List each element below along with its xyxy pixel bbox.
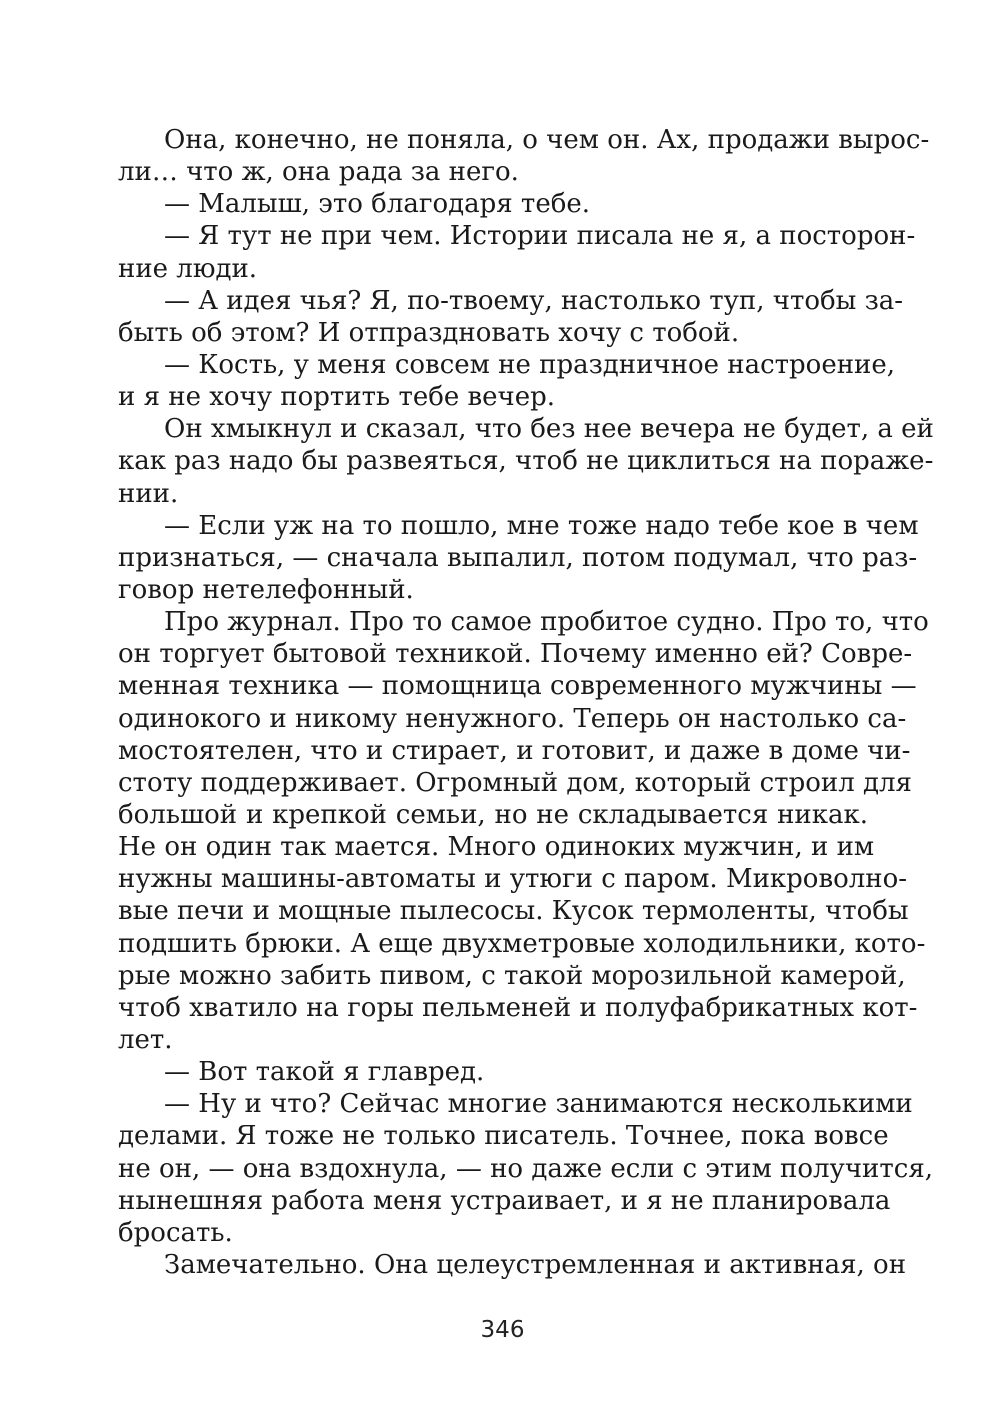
text-line: рые можно забить пивом, с такой морозильной камерой,	[118, 960, 906, 991]
text-line: менная техника — помощница современного мужчины —	[118, 671, 917, 702]
text-line: нынешняя работа меня устраивает, и я не планировала	[118, 1185, 891, 1216]
text-line: Она, конечно, не поняла, о чем он. Ах, продажи вырос-	[164, 125, 930, 155]
text-line: вые печи и мощные пылесосы. Кусок термоленты, чтобы	[118, 896, 909, 927]
text-line: Не он один так мается. Много одиноких мужчин, и им	[118, 832, 875, 863]
text-line: — Если уж на то пошло, мне тоже надо тебе кое в чем	[164, 510, 919, 541]
page-number: 346	[480, 1317, 525, 1343]
text-line: стоту поддерживает. Огромный дом, который строил для	[118, 767, 912, 798]
text-line: — Малыш, это благодаря тебе.	[164, 189, 591, 220]
text-line: — Кость, у меня совсем не праздничное настроение,	[164, 349, 896, 380]
text-line: — Вот такой я главред.	[164, 1057, 485, 1088]
text-line: признаться, — сначала выпалил, потом подумал, что раз-	[118, 542, 918, 573]
text-line: нии.	[118, 478, 179, 509]
text-line: он торгует бытовой техникой. Почему именно ей? Совре-	[118, 639, 913, 670]
text-line: подшить брюки. А еще двухметровые холодильники, кото-	[118, 928, 926, 959]
text-line: ли… что ж, она рада за него.	[118, 157, 519, 188]
text-line: лет.	[118, 1024, 173, 1055]
text-line: быть об этом? И отпраздновать хочу с тобой.	[118, 317, 740, 348]
text-line: как раз надо бы развеяться, чтоб не циклиться на пораже-	[118, 446, 934, 477]
text-line: большой и крепкой семьи, но не складывается никак.	[118, 799, 868, 830]
text-line: делами. Я тоже не только писатель. Точнее, пока вовсе	[118, 1121, 889, 1152]
text-line: и я не хочу портить тебе вечер.	[118, 382, 556, 413]
text-line: чтоб хватило на горы пельменей и полуфабрикатных кот-	[118, 992, 918, 1023]
text-line: говор нетелефонный.	[118, 574, 414, 605]
text-line: Он хмыкнул и сказал, что без нее вечера не будет, а ей	[164, 414, 934, 445]
text-line: нужны машины-автоматы и утюги с паром. Микроволно-	[118, 864, 908, 895]
text-line: — Ну и что? Сейчас многие занимаются несколькими	[164, 1089, 913, 1120]
text-line: — Я тут не при чем. Истории писала не я, а посторон-	[164, 221, 916, 252]
text-line: бросать.	[118, 1217, 233, 1248]
body-text	[118, 124, 934, 1281]
text-line: не он, — она вздохнула, — но даже если с этим получится,	[118, 1153, 933, 1184]
text-line: ние люди.	[118, 253, 258, 284]
text-line: мостоятелен, что и стирает, и готовит, и даже в доме чи-	[118, 735, 911, 766]
text-line: Про журнал. Про то самое пробитое судно. Про то, что	[164, 607, 929, 638]
text-line: одинокого и никому ненужного. Теперь он настолько са-	[118, 703, 907, 734]
text-line: — А идея чья? Я, по-твоему, настолько туп, чтобы за-	[164, 285, 904, 316]
text-line: Замечательно. Она целеустремленная и активная, он	[164, 1249, 907, 1280]
